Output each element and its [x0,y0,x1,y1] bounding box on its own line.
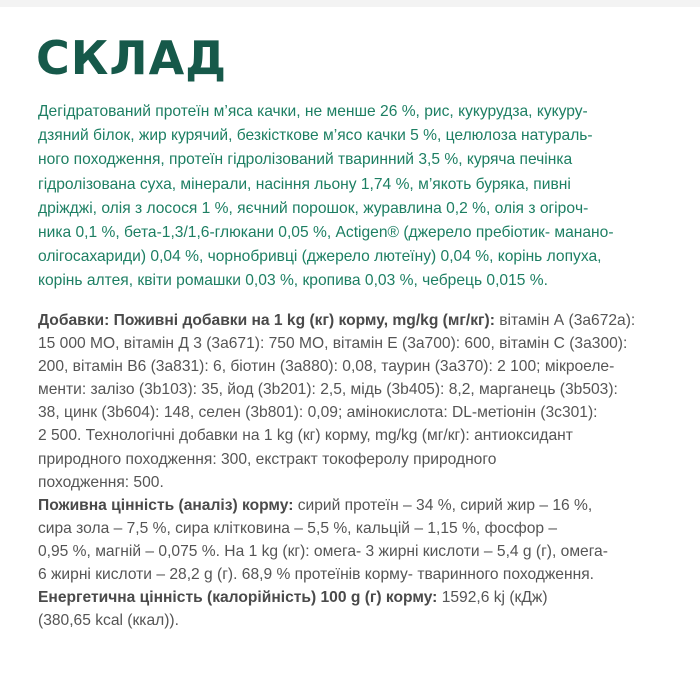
additives-line: 38, цинк (3b604): 148, селен (3b801): 0,09; амінокислота: DL-метіонін (3c301): [38,404,598,422]
energy-line: (380,65 kcal (ккал)). [38,612,179,630]
composition-line: ника 0,1 %, бета-1,3/1,6-глюкани 0,05 %, Actigen® (джерело пребіотик- мананo- [38,224,614,242]
additives-line: 2 500. Технологічні добавки на 1 kg (кг) корму, mg/kg (мг/кг): антиоксидант [38,427,573,445]
composition-line: Дегідратований протеїн м’яса качки, не менше 26 %, рис, кукурудза, кукуру- [38,103,588,120]
additives-label: Добавки: Поживні добавки на 1 kg (кг) корму, mg/kg (мг/кг): [38,312,495,329]
analysis-line: сира зола – 7,5 %, сира клітковина – 5,5 %, кальцій – 1,15 %, фосфор – [38,519,558,537]
composition-paragraph [38,100,663,294]
additives-line: походження: 500. [38,473,164,491]
additives-line [38,309,663,332]
composition-line: дзяний білок, жир курячий, безкісткове м’ясо качки 5 %, целюлоза натураль- [38,127,593,145]
analysis-line: 6 жирні кислоти – 28,2 g (г). 68,9 % протеїнів корму- тваринного походження. [38,566,594,584]
top-divider [0,0,700,7]
analysis-line: 0,95 %, магній – 0,075 %. На 1 kg (кг): омега- 3 жирні кислоти – 5,4 g (г), омега- [38,542,608,560]
additives-line: 200, вітамін В6 (3а831): 6, біотин (3а880): 0,08, таурин (3а370): 2 100; мікроеле- [38,358,615,376]
energy-label: Енергетична цінність (калорійність) 100 g (г) корму: [38,589,438,607]
composition-line: ного походження, протеїн гідролізований тваринний 3,5 %, куряча печінка [38,151,573,169]
nutrition-details [38,309,663,632]
composition-line: гідролізована суха, мінерали, насіння льону 1,74 %, м’якоть буряка, пивні [38,175,571,193]
energy-text: 1592,6 kj (кДж) [437,589,548,607]
composition-line: корінь алтея, квіти ромашки 0,03 %, кропива 0,03 %, чебрець 0,015 %. [38,272,548,290]
additives-line: менти: залізо (3b103): 35, йод (3b201): 2,5, мідь (3b405): 8,2, марганець (3b503): [38,381,618,399]
additives-line: 15 000 МО, вітамін Д 3 (3а671): 750 МО, вітамін Е (3а700): 600, вітамін С (3а300): [38,335,628,353]
additives-text: вітамін А (3а672а): [494,312,636,329]
analysis-text: сирий протеїн – 34 %, сирий жир – 16 %, [293,496,593,514]
additives-line: природного походження: 300, екстракт токоферолу природного [38,450,497,468]
analysis-line [38,494,663,517]
composition-line: олігосахариди) 0,04 %, чорнобривці (джерело лютеїну) 0,04 %, корінь лопуха, [38,248,602,266]
energy-line [38,586,663,609]
composition-line: дріжджі, олія з лосося 1 %, яєчний порошок, журавлина 0,2 %, олія з огірoч- [38,199,589,217]
analysis-label: Поживна цінність (аналіз) корму: [38,496,294,514]
page-title: СКЛАД [36,31,228,85]
